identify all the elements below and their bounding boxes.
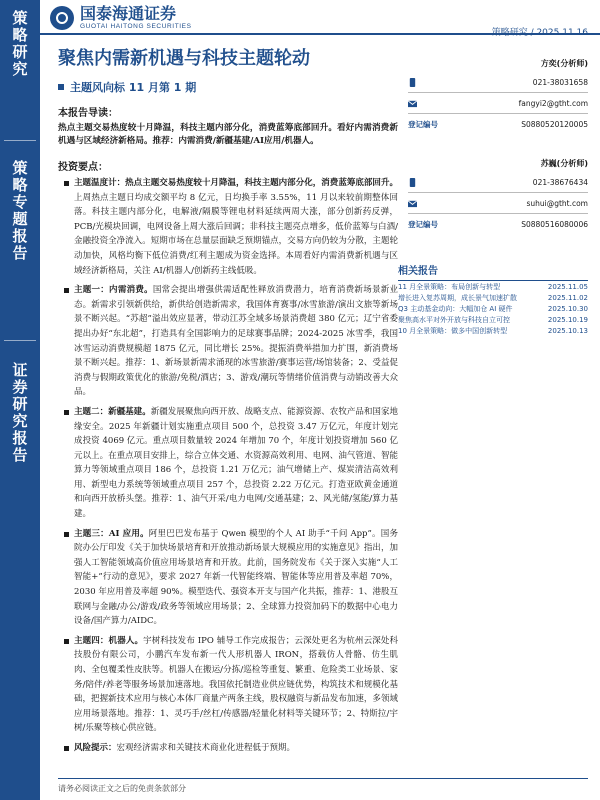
- related-report-item[interactable]: [398, 315, 588, 326]
- related-report-item[interactable]: [398, 282, 588, 293]
- phone-icon: [408, 178, 417, 187]
- analyst-card: [408, 58, 588, 132]
- company-logo: [50, 5, 192, 30]
- key-point-ai: [64, 527, 398, 629]
- report-subtitle: [58, 79, 196, 95]
- subtitle-text: 主题风向标 11 月第 1 期: [70, 81, 197, 94]
- sidebar-char: 策: [12, 159, 28, 177]
- logo-mark-icon: [50, 6, 74, 30]
- key-point-consumption: [64, 283, 398, 400]
- sidebar-block-special: [0, 160, 40, 262]
- report-title: 聚焦内需新机遇与科技主题轮动: [58, 48, 310, 69]
- key-point-risk: [64, 741, 398, 756]
- point-body: 国常会提出增强供需适配性释放消费潜力，培育消费新场景新业态。新需求引领新供给，新供给创造新需求，我国体育赛事/冰雪旅游/演出文旅等新场景不断兴起。“苏超”溢出效应显著，带动江苏全域多场景消费超 380 亿元；辽宁省委提出办好“东北超”，打造具有全国影响力的足球赛事品牌；2024-2025 冰雪季，我国冰雪运动消费规模超 1875 亿元，同比增长 25%。提振消费举措加力扩围，新消费场景不断兴起。推荐：1、新场景新需求涌现的冰雪旅游/赛事运营/场馆装备；2、受益促消费与假期政策优化的旅游/免税/酒店；3、游戏/潮玩等情绪价值消费与动销改善大众品。: [74, 285, 398, 398]
- key-point-robot: [64, 634, 398, 736]
- related-date: 2025.11.02: [547, 294, 588, 302]
- reg-label: 登记编号: [408, 119, 438, 129]
- related-title: 11 月全景策略：布局创新与转型: [398, 283, 501, 291]
- sidebar-char: 策: [12, 9, 28, 27]
- point-lead: 主题三：AI 应用。: [74, 528, 149, 539]
- point-body: 新疆发展聚焦向西开放、战略支点、能源资源、农牧产品和国家地缘安全。2025 年新疆计划实施重点项目 500 个，总投资 3.47 万亿元，年度计划完成投资 4069 亿元。重点项目数量较 2024 年增加 70 个，年度计划投资增加 560 亿元以上。在重点项目安排上，综合立体交通、水资源高效利用、电网、油气管道、智能算力等领域重点项目 186 个，总投资 1.21 万亿元；油气增储上产、煤炭清洁高效利用、新型电力系统等领域重点项目 257 个，总投资 2.22 万亿元。打造亚欧黄金通道和向西开放桥头堡。推荐：1、油气开采/电力电网/交通基建；2、风光储/氢能/算力基建。: [74, 406, 398, 520]
- point-lead: 主题四：机器人。: [74, 635, 144, 646]
- square-bullet-icon: [58, 84, 64, 90]
- sidebar-divider: [4, 340, 36, 341]
- sidebar-char: 略: [12, 26, 28, 44]
- phone-icon: [408, 78, 417, 87]
- related-date: 2025.11.05: [547, 283, 588, 291]
- point-body: 阿里巴巴发布基于 Qwen 模型的个人 AI 助手“千问 App”。国务院办公厅印发《关于加快场景培育和开放推动新场景大规模应用的实施意见》指出，加强人工智能领域高价值应用场景培育和开放。此前，国务院发布《关于深入实施“人工智能+”行动的意见》，要求 2027 年新一代智能终端、智能体等应用普及率超 70%，2030 年应用普及率超 90%。模型迭代、强资本开支与国产化共振，推荐：1、港股互联网与金融/办公/游戏/政务等领域应用场景；2、全球算力投资加码下的数据中心电力设备/国产算力/AIDC。: [74, 528, 399, 627]
- sidebar: [0, 0, 40, 800]
- point-lead: 主题温度计：热点主题交易热度较十月降温，科技主题内部分化，消费蓝筹底部回升。: [74, 178, 398, 188]
- related-date: 2025.10.13: [547, 327, 588, 335]
- points-heading: 投资要点：: [58, 162, 108, 173]
- guide-text: 热点主题交易热度较十月降温，科技主题内部分化，消费蓝筹底部回升。看好内需消费新机遇与区域经济新格局。推荐：内需消费/新疆基建/AI应用/机器人。: [58, 123, 398, 146]
- sidebar-char: 究: [12, 412, 28, 430]
- related-report-item[interactable]: [398, 293, 588, 304]
- sidebar-char: 报: [12, 227, 28, 245]
- sidebar-block-strategy: [0, 10, 40, 78]
- key-point-xinjiang: [64, 405, 398, 522]
- related-date: 2025.10.30: [547, 305, 588, 313]
- point-lead: 主题二：新疆基建。: [74, 406, 151, 417]
- sidebar-block-research: [0, 362, 40, 464]
- related-title: 10 月全景策略：做多中国创新转型: [398, 327, 508, 335]
- analyst-email[interactable]: fangyi2@gtht.com: [518, 98, 588, 108]
- sidebar-divider: [4, 140, 36, 141]
- key-point-temperature: [64, 176, 398, 278]
- related-reports-heading: 相关报告: [398, 262, 588, 281]
- sidebar-char: 专: [12, 193, 28, 211]
- email-icon: [408, 99, 417, 108]
- sidebar-char: 告: [12, 244, 28, 262]
- related-title: 增长进入复苏周期，成长景气加速扩散: [398, 294, 517, 302]
- analyst-name: 方奕(分析师): [540, 59, 588, 68]
- related-title: 聚焦高水平对外开放与科技自立可控: [398, 316, 510, 324]
- analyst-reg-number: S0880516080006: [521, 219, 588, 229]
- analyst-phone: 021-38031658: [532, 77, 588, 87]
- sidebar-char: 证: [12, 361, 28, 379]
- related-report-item[interactable]: [398, 326, 588, 337]
- sidebar-char: 报: [12, 429, 28, 447]
- analyst-card: [408, 158, 588, 232]
- footer-rule: [58, 778, 588, 779]
- logo-name-en: GUOTAI HAITONG SECURITIES: [80, 23, 192, 30]
- analyst-name: 苏巍(分析师): [540, 159, 588, 168]
- sidebar-char: 研: [12, 43, 28, 61]
- guide-heading: 本报告导读：: [58, 108, 118, 119]
- point-lead: 主题一：内需消费。: [74, 285, 153, 296]
- email-icon: [408, 199, 417, 208]
- analyst-reg-number: S0880520120005: [521, 119, 588, 129]
- header-category-date: [492, 25, 588, 38]
- analyst-phone: 021-38676434: [532, 177, 588, 187]
- point-body: 宏观经济需求和关键技术商业化进程低于预期。: [116, 742, 296, 753]
- logo-name-cn: 国泰海通证券: [80, 4, 177, 23]
- point-lead: 风险提示：: [74, 742, 117, 753]
- sidebar-char: 略: [12, 176, 28, 194]
- sidebar-char: 题: [12, 210, 28, 228]
- related-reports-list: [398, 282, 588, 337]
- point-body: 上周热点主题日均成交额平均 8 亿元，日均换手率 3.55%，11 月以来较前期整体回落。科技主题内部分化，电解液/隔膜等锂电材料延续两周大涨，部分创新药反弹，PCB/光模块回调，电网设备上周大涨后回调；非科技主题亮点增多，低价蓝筹与白酒/金融投资全净流入。短期市场在总量层面缺乏预期锚点，交易方向仍较为分散，主题轮动加快，风格均衡下低位消费/红利主题成为资金选择。本周看好内需消费新机遇与区域经济新格局，关注 AI/机器人/创新药主线低吸。: [74, 192, 398, 276]
- related-title: Q3 主动基金动向：大幅加仓 AI 硬件: [398, 305, 513, 313]
- disclaimer-footer: 请务必阅读正文之后的免责条款部分: [58, 784, 186, 793]
- sidebar-char: 券: [12, 378, 28, 396]
- point-body: 宇树科技发布 IPO 辅导工作完成报告；云深处更名为杭州云深处科技股份有限公司，小鹏汽车发布新一代人形机器人 IRON，搭载仿人骨骼、仿生肌肉、全包覆柔性皮肤等。机器人在搬运/分拣/巡检等重复、繁重、危险类工业场景、家务/陪伴/养老等服务场景加速落地。我国依托制造业供应链优势，构筑技术和规模化基础，把握新技术应用与核心本体厂商量产两条主线，股权融资与新品发布加速，多领域应用场景落地。推荐：1、灵巧手/丝杠/传感器/轻量化材料等关键环节；2、特斯拉/宇树/乐聚等核心供应链。: [74, 635, 398, 734]
- header-rule: [40, 33, 600, 35]
- related-report-item[interactable]: [398, 304, 588, 315]
- sidebar-char: 告: [12, 446, 28, 464]
- key-points-list: [64, 176, 398, 761]
- related-date: 2025.10.19: [547, 316, 588, 324]
- reg-label: 登记编号: [408, 219, 438, 229]
- sidebar-char: 研: [12, 395, 28, 413]
- analyst-email[interactable]: suhui@gtht.com: [526, 198, 588, 208]
- sidebar-char: 究: [12, 60, 28, 78]
